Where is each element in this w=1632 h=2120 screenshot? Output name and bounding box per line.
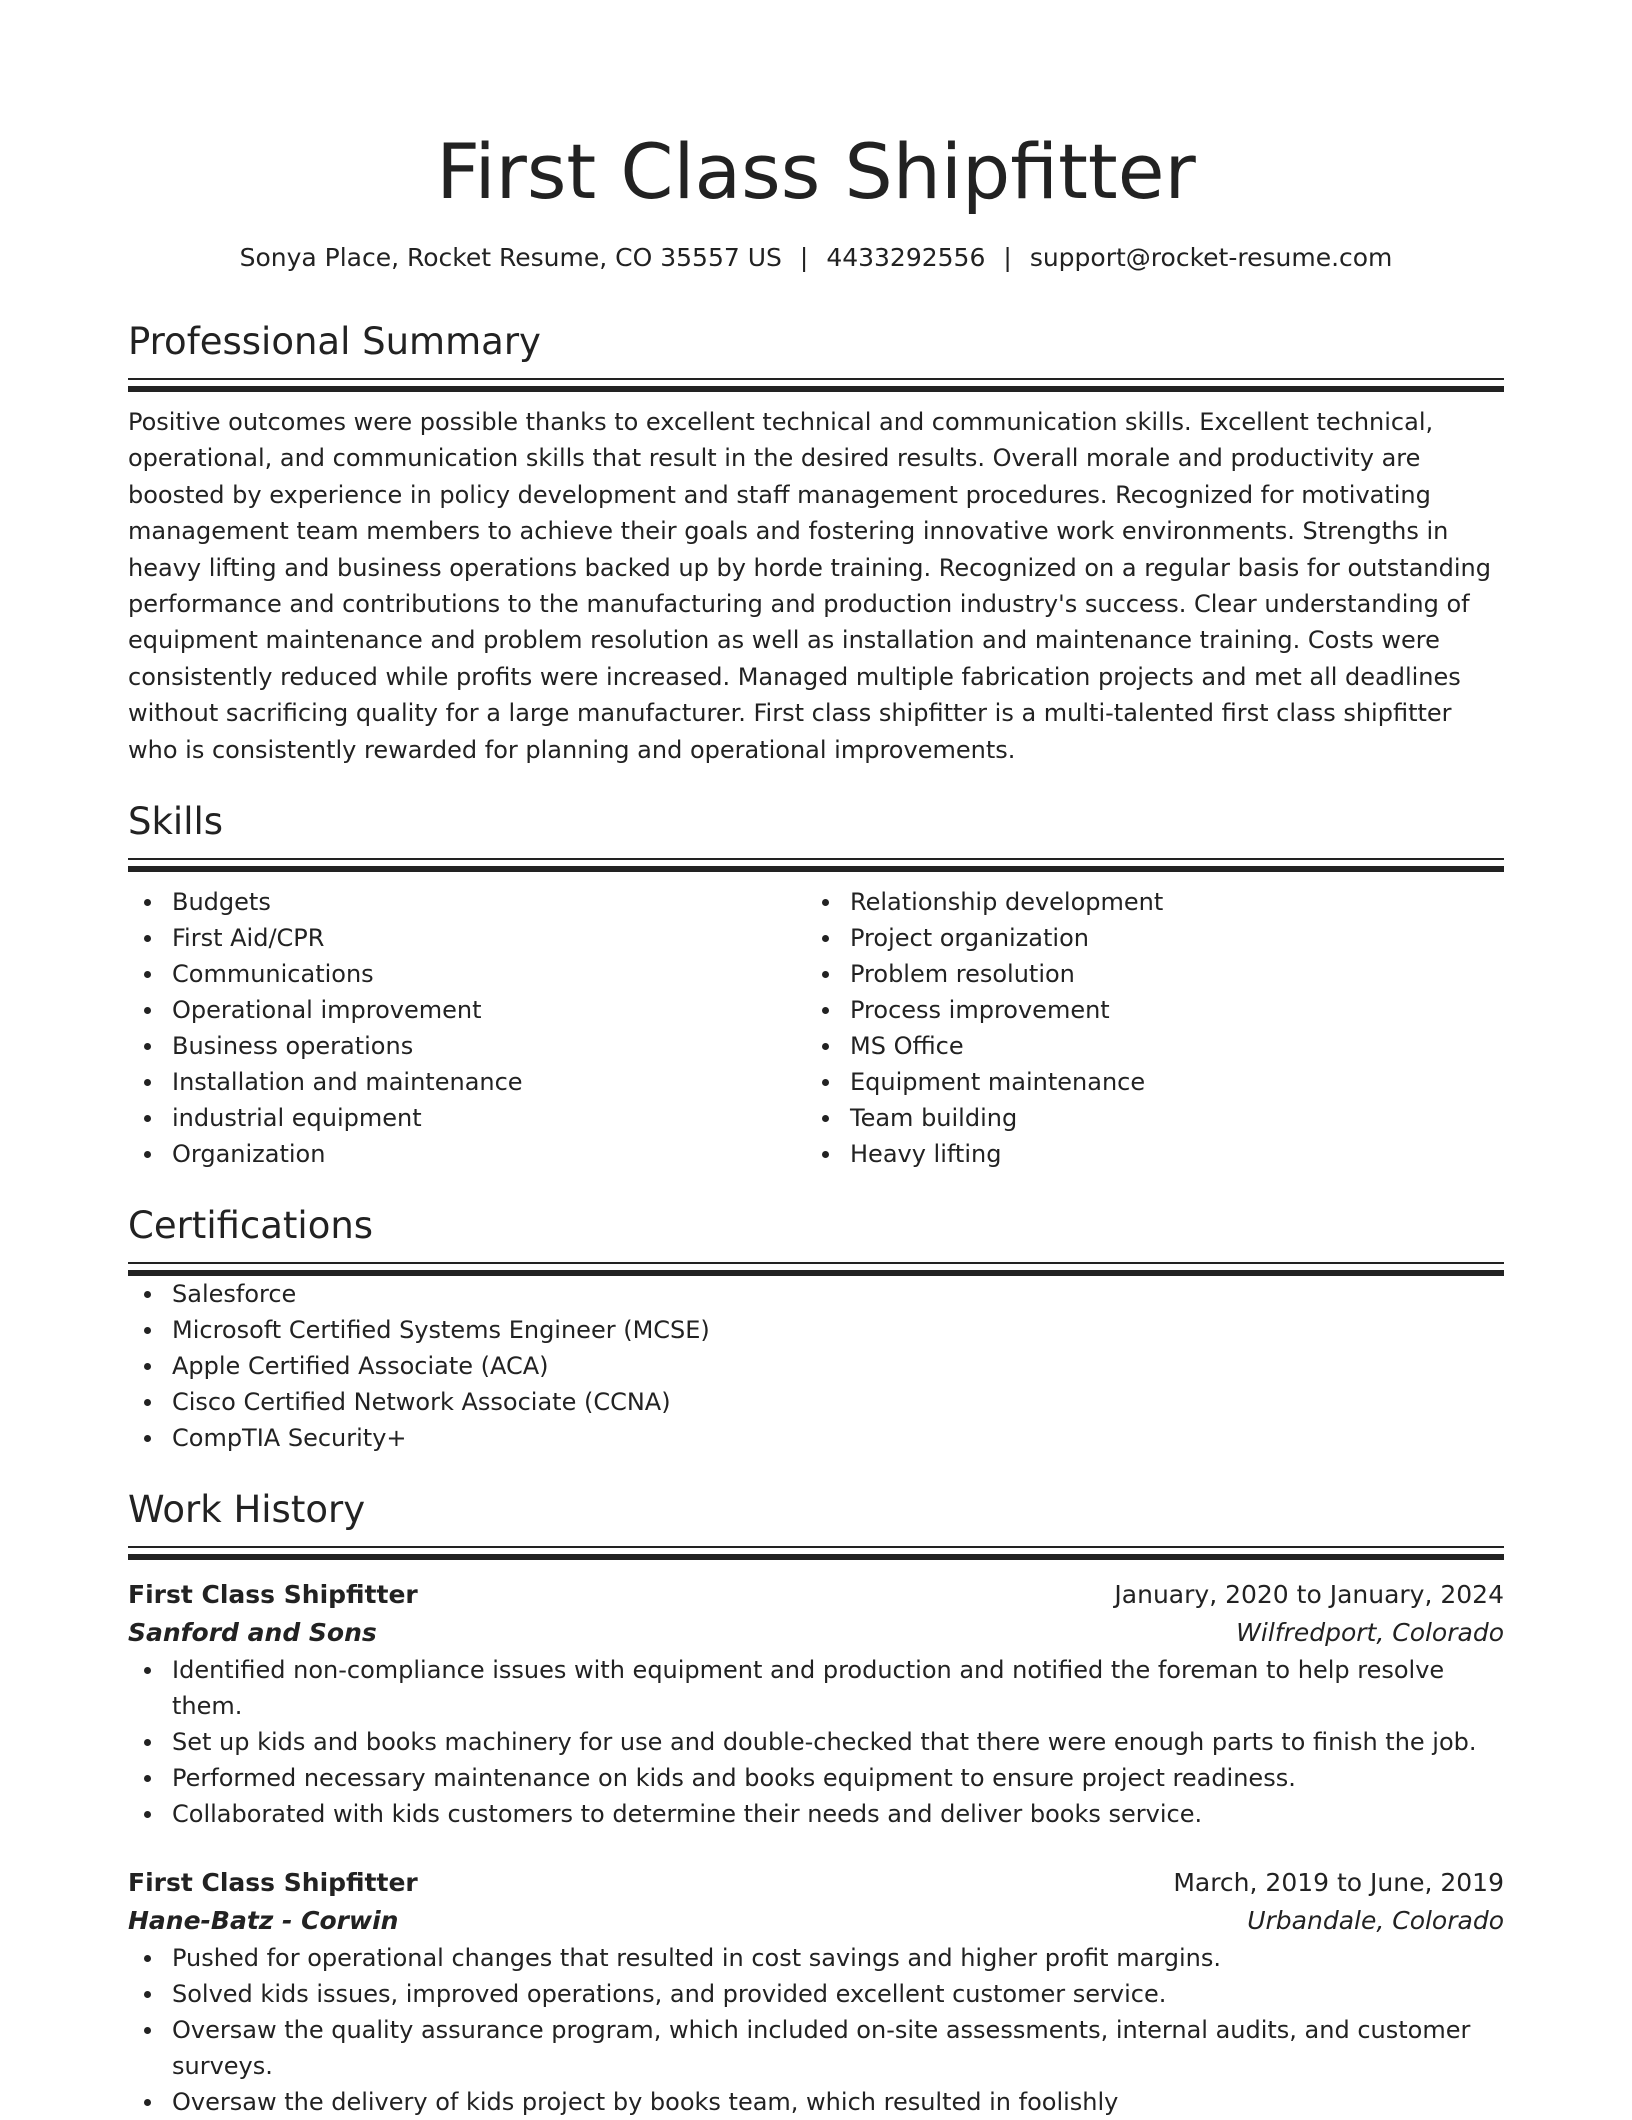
contact-phone: 4433292556 — [826, 243, 986, 272]
resume-page — [128, 0, 1504, 2120]
certification-item: Apple Certified Associate (ACA) — [172, 1348, 1504, 1384]
section-divider — [128, 378, 1504, 392]
professional-summary-section — [128, 316, 1504, 768]
job-location: Urbandale, Colorado — [1247, 1906, 1504, 1936]
skill-item: Problem resolution — [850, 956, 1484, 992]
certifications-section — [128, 1200, 1504, 1456]
contact-email: support@rocket-resume.com — [1029, 243, 1393, 272]
certification-item: Cisco Certified Network Associate (CCNA) — [172, 1384, 1504, 1420]
contact-separator: | — [1003, 243, 1012, 272]
job-entry — [128, 1864, 1504, 2120]
job-entry — [128, 1576, 1504, 1832]
skill-item: Business operations — [172, 1028, 806, 1064]
summary-paragraph: Positive outcomes were possible thanks to excellent technical and communication skills. Excellent technical, operational, and communication skills that result in the desired results. Overall morale and productivity are boosted by experience in policy development and staff management procedures. Recognized for motivating management team members to achieve their goals and fostering innovative work environments. Strengths in heavy lifting and business operations backed up by horde training. Recognized on a regular basis for outstanding performance and contributions to the manufacturing and production industry's success. Clear understanding of equipment maintenance and problem resolution as well as installation and maintenance training. Costs were consistently reduced while profits were increased. Managed multiple fabrication projects and met all deadlines without sacrificing quality for a large manufacturer. First class shipfitter is a multi-talented first class shipfitter who is consistently rewarded for planning and operational improvements. — [128, 408, 1491, 764]
skill-item: Relationship development — [850, 884, 1484, 920]
skill-item: Equipment maintenance — [850, 1064, 1484, 1100]
job-duty-item: Oversaw the quality assurance program, which included on-site assessments, internal audits, and customer surveys. — [172, 2012, 1504, 2084]
skill-item: Organization — [172, 1136, 806, 1172]
job-location: Wilfredport, Colorado — [1236, 1618, 1504, 1648]
job-duty-item: Performed necessary maintenance on kids and books equipment to ensure project readiness. — [172, 1760, 1504, 1796]
skill-item: Budgets — [172, 884, 806, 920]
job-company: Hane-Batz - Corwin — [128, 1906, 399, 1936]
job-duty-item: Identified non-compliance issues with equipment and production and notified the foreman to help resolve them. — [172, 1652, 1504, 1724]
skill-item: Heavy lifting — [850, 1136, 1484, 1172]
job-duty-item: Set up kids and books machinery for use and double-checked that there were enough parts to finish the job. — [172, 1724, 1504, 1760]
job-dates: March, 2019 to June, 2019 — [1173, 1868, 1504, 1898]
section-heading-certifications: Certifications — [128, 1204, 374, 1248]
skill-item: Operational improvement — [172, 992, 806, 1028]
skills-column-right — [806, 884, 1484, 1172]
job-dates: January, 2020 to January, 2024 — [1114, 1580, 1504, 1610]
job-duty-item: Oversaw the delivery of kids project by books team, which resulted in foolishly — [172, 2084, 1504, 2120]
contact-line — [128, 240, 1504, 276]
job-duty-item: Pushed for operational changes that resulted in cost savings and higher profit margins. — [172, 1940, 1504, 1976]
skill-item: Team building — [850, 1100, 1484, 1136]
job-header-row — [128, 1864, 1504, 1902]
skill-item: Process improvement — [850, 992, 1484, 1028]
job-duty-item: Collaborated with kids customers to determine their needs and deliver books service. — [172, 1796, 1504, 1832]
job-duties-list — [128, 1940, 1504, 2120]
skill-item: MS Office — [850, 1028, 1484, 1064]
job-title: First Class Shipfitter — [128, 1580, 418, 1610]
job-title: First Class Shipfitter — [128, 1868, 418, 1898]
skills-section — [128, 796, 1504, 1172]
contact-separator: | — [799, 243, 809, 272]
skill-item: Installation and maintenance — [172, 1064, 806, 1100]
certification-item: Salesforce — [172, 1276, 1504, 1312]
skill-item: First Aid/CPR — [172, 920, 806, 956]
section-heading-work-history: Work History — [128, 1488, 366, 1532]
job-duties-list — [128, 1652, 1504, 1832]
section-heading-skills: Skills — [128, 800, 224, 844]
job-header-row — [128, 1576, 1504, 1614]
contact-address: Sonya Place, Rocket Resume, CO 35557 US — [239, 243, 782, 272]
skill-item: Communications — [172, 956, 806, 992]
work-history-section — [128, 1484, 1504, 2120]
section-heading-summary: Professional Summary — [128, 320, 541, 363]
skill-item: Project organization — [850, 920, 1484, 956]
certification-item: CompTIA Security+ — [172, 1420, 1504, 1456]
job-employer-row — [128, 1902, 1504, 1940]
section-divider — [128, 1262, 1504, 1276]
skills-grid — [128, 884, 1504, 1172]
job-duty-item: Solved kids issues, improved operations, and provided excellent customer service. — [172, 1976, 1504, 2012]
section-divider — [128, 1546, 1504, 1560]
skills-column-left — [128, 884, 806, 1172]
section-divider — [128, 858, 1504, 872]
job-company: Sanford and Sons — [128, 1618, 377, 1648]
job-employer-row — [128, 1614, 1504, 1652]
certifications-list — [128, 1276, 1504, 1456]
certification-item: Microsoft Certified Systems Engineer (MCSE) — [172, 1312, 1504, 1348]
skill-item: industrial equipment — [172, 1100, 806, 1136]
resume-title: First Class Shipfitter — [436, 127, 1196, 216]
